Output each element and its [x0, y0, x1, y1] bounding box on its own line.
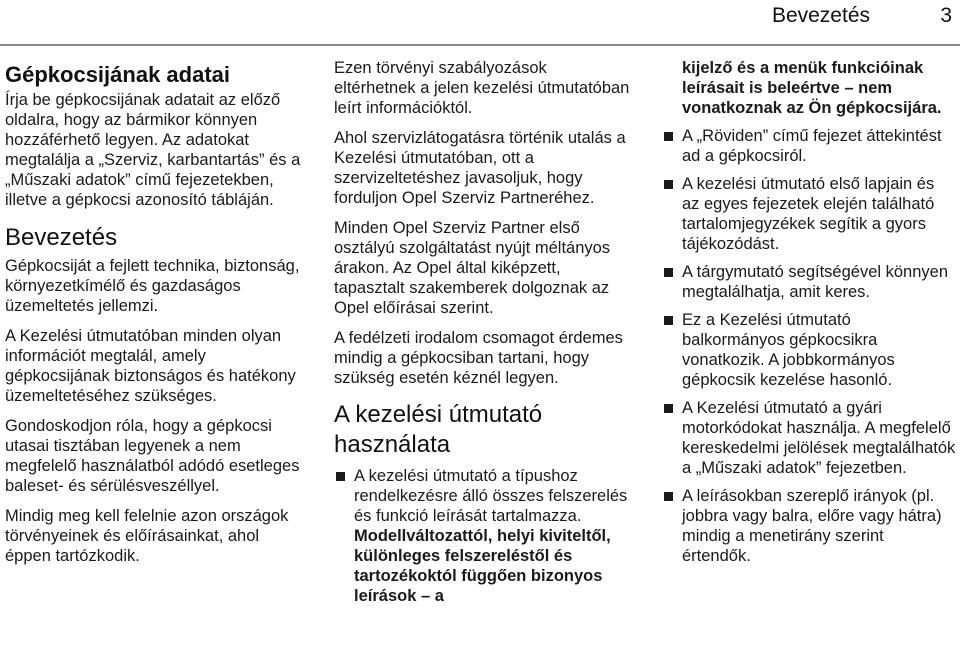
list-item	[334, 466, 632, 606]
page-number: 3	[940, 4, 952, 27]
heading-introduction: Bevezetés	[5, 224, 118, 251]
running-header-title: Bevezetés	[771, 4, 870, 27]
column-2	[334, 58, 632, 614]
usage-bullet-list	[334, 466, 632, 606]
bullet-text: A tárgymutató segítségével könnyen megtalálhatja, amit keres.	[682, 263, 948, 301]
square-bullet-icon	[664, 132, 673, 141]
intro-paragraph-2: A Kezelési útmutatóban minden olyan információt megtalál, amely gépkocsijának biztonságos és hatékony üzemeltetéséhez szükséges.	[5, 327, 296, 405]
bullet-1-text: A kezelési útmutató a típushoz rendelkezésre álló összes felszerelés és funkció leírását tartalmazza.	[354, 467, 628, 525]
heading-manual-usage: A kezelési útmutató használata	[334, 401, 543, 458]
square-bullet-icon	[336, 472, 345, 481]
bullet-text: A Kezelési útmutató a gyári motorkódokat használja. A megfelelő kereskedelmi jelölések megtalálhatók a „Műszaki adatok” fejezetben.	[682, 399, 956, 477]
intro-paragraph-1: Gépkocsiját a fejlett technika, biztonság, környezetkímélő és gazdaságos üzemeltetés jellemzi.	[5, 257, 300, 315]
bullet-1-continuation: kijelző és a menük funkcióinak leírásait is beleértve – nem vonatkoznak az Ön gépkocsijára.	[682, 59, 942, 117]
column-3	[662, 58, 956, 574]
intro-paragraph-4: Mindig meg kell felelnie azon országok törvényeinek és előírásainkat, ahol éppen tartózkodik.	[5, 507, 289, 565]
square-bullet-icon	[664, 316, 673, 325]
column-1	[5, 58, 303, 576]
bullet-text: A kezelési útmutató első lapjain és az egyes fejezetek elején található tartalomjegyzékek segítik a gyors tájékozódást.	[682, 175, 935, 253]
heading-vehicle-data: Gépkocsijának adatai	[5, 62, 230, 87]
list-item	[662, 262, 956, 302]
square-bullet-icon	[664, 268, 673, 277]
bullet-text: A leírásokban szereplő irányok (pl. jobbra vagy balra, előre vagy hátra) mindig a menetirány szerint értendők.	[682, 487, 942, 565]
list-item	[662, 398, 956, 478]
usage-bullet-list-continued	[662, 126, 956, 566]
bullet-text: Ez a Kezelési útmutató balkormányos gépkocsikra vonatkozik. A jobbkormányos gépkocsik kezelése hasonló.	[682, 311, 895, 389]
list-item	[662, 486, 956, 566]
list-item	[662, 310, 956, 390]
bullet-1-bold-text: Modellváltozattól, helyi kiviteltől, különleges felszereléstől és tartozékoktól függően bizonyos leírások – a	[354, 527, 611, 605]
col2-paragraph-3: Minden Opel Szerviz Partner első osztályú szolgáltatást nyújt méltányos árakon. Az Opel által kiképzett, tapasztalt szakemberek dolgoznak az Opel előírásai szerint.	[334, 219, 611, 317]
square-bullet-icon	[664, 404, 673, 413]
col2-paragraph-4: A fedélzeti irodalom csomagot érdemes mindig a gépkocsiban tartani, hogy szükség esetén kéznél legyen.	[334, 329, 623, 387]
header-divider	[0, 44, 960, 46]
square-bullet-icon	[664, 180, 673, 189]
list-item	[662, 126, 956, 166]
col2-paragraph-1: Ezen törvényi szabályozások eltérhetnek a jelen kezelési útmutatóban leírt információktól.	[334, 59, 630, 117]
col2-paragraph-2: Ahol szervizlátogatásra történik utalás a Kezelési útmutatóban, ott a szervizeltetéshez javasoljuk, hogy forduljon Opel Szerviz Partneréhez.	[334, 129, 626, 207]
page-header	[0, 0, 960, 44]
intro-paragraph-3: Gondoskodjon róla, hogy a gépkocsi utasai tisztában legyenek a nem megfelelő használatból adódó esetleges baleset- és sérülésveszéllyel.	[5, 417, 300, 495]
list-item	[662, 174, 956, 254]
bullet-text: A „Röviden” című fejezet áttekintést ad a gépkocsiról.	[682, 127, 942, 165]
vehicle-data-paragraph: Írja be gépkocsijának adatait az előző oldalra, hogy az bármikor könnyen hozzáférhető legyen. Az adatokat megtalálja a „Szerviz, karbantartás” és a „Műszaki adatok” című fejezetekben, illetve a gépkocsi azonosító tábláján.	[5, 91, 301, 209]
square-bullet-icon	[664, 492, 673, 501]
